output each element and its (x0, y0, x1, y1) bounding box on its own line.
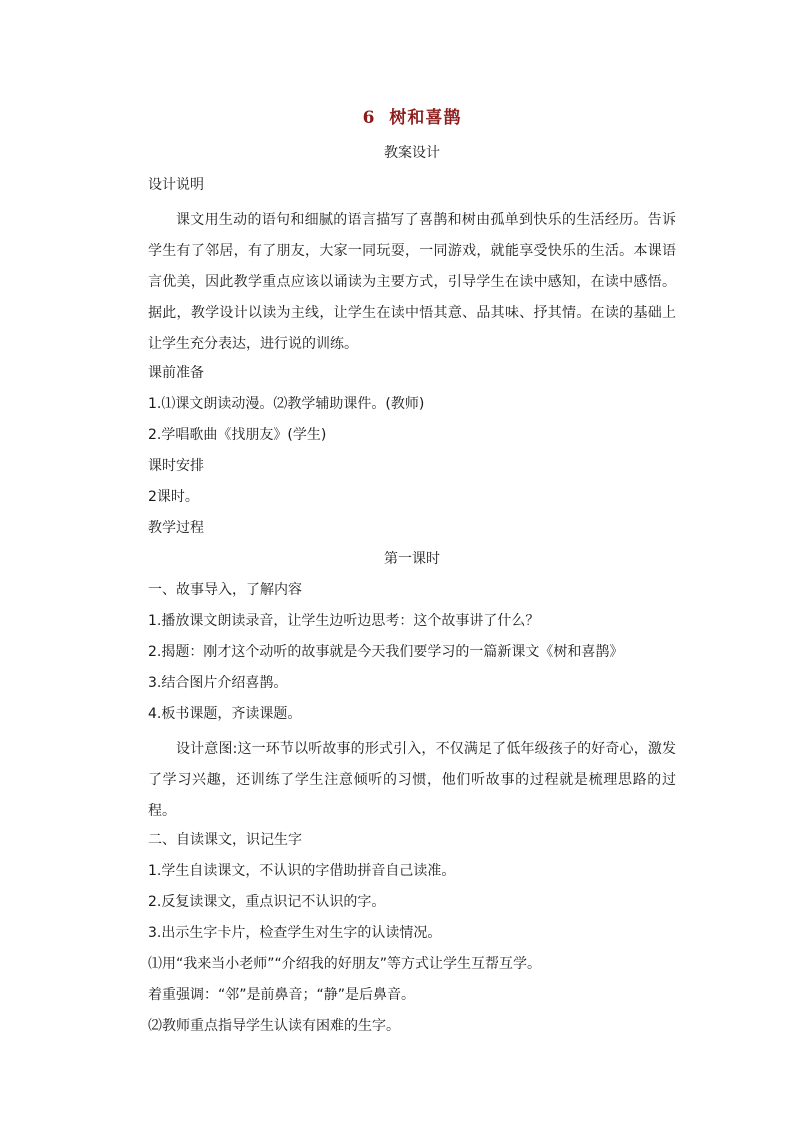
design-note-paragraph: 课文用生动的语句和细腻的语言描写了喜鹊和树由孤单到快乐的生活经历。告诉学生有了邻居，有了朋友，大家一同玩耍，一同游戏，就能享受快乐的生活。本课语言优美，因此教学重点应该以诵读为主要方式，引导学生在读中感知，在读中感悟。据此，教学设计以读为主线，让学生在读中悟其意、品其味、抒其情。在读的基础上让学生充分表达，进行说的训练。 (148, 212, 676, 352)
part2-item-3a: ⑴用“我来当小老师”“介绍我的好朋友”等方式让学生互帮互学。 (148, 956, 542, 972)
part1-item-3: 3.结合图片介绍喜鹊。 (148, 675, 288, 691)
part2-item-3: 3.出示生字卡片，检查学生对生字的认读情况。 (148, 925, 442, 941)
part2-item-3b: ⑵教师重点指导学生认读有困难的生字。 (148, 1018, 400, 1034)
part1-item-1: 1.播放课文朗读录音，让学生边听边思考：这个故事讲了什么？ (148, 613, 540, 629)
part1-item-2: 2.揭题：刚才这个动听的故事就是今天我们要学习的一篇新课文《树和喜鹊》 (148, 644, 624, 660)
document-page (148, 104, 676, 1046)
part2-item-2: 2.反复读课文，重点识记不认识的字。 (148, 894, 386, 910)
lesson-number: 6 (362, 108, 376, 128)
first-lesson-heading: 第一课时 (384, 551, 440, 567)
schedule-text: 2课时。 (148, 489, 199, 505)
part1-heading: 一、故事导入，了解内容 (148, 582, 302, 598)
prep-item-1: 1.⑴课文朗读动漫。⑵教学辅助课件。(教师) (148, 396, 425, 412)
part1-design-intent: 设计意图:这一环节以听故事的形式引入，不仅满足了低年级孩子的好奇心，激发了学习兴趣，还训练了学生注意倾听的习惯，他们听故事的过程就是梳理思路的过程。 (148, 741, 676, 819)
part2-heading: 二、自读课文，识记生字 (148, 832, 302, 848)
design-note-heading: 设计说明 (148, 177, 204, 193)
document-subtitle: 教案设计 (384, 145, 440, 161)
prep-heading: 课前准备 (148, 365, 204, 381)
part2-emphasis: 着重强调：“邻”是前鼻音；“静”是后鼻音。 (148, 987, 416, 1003)
lesson-title (148, 104, 676, 132)
schedule-heading: 课时安排 (148, 458, 204, 474)
part2-item-1: 1.学生自读课文，不认识的字借助拼音自己读准。 (148, 863, 456, 879)
prep-item-2: 2.学唱歌曲《找朋友》(学生) (148, 427, 327, 443)
part1-item-4: 4.板书课题，齐读课题。 (148, 706, 302, 722)
process-heading: 教学过程 (148, 520, 204, 536)
lesson-title-text: 树和喜鹊 (389, 108, 462, 128)
